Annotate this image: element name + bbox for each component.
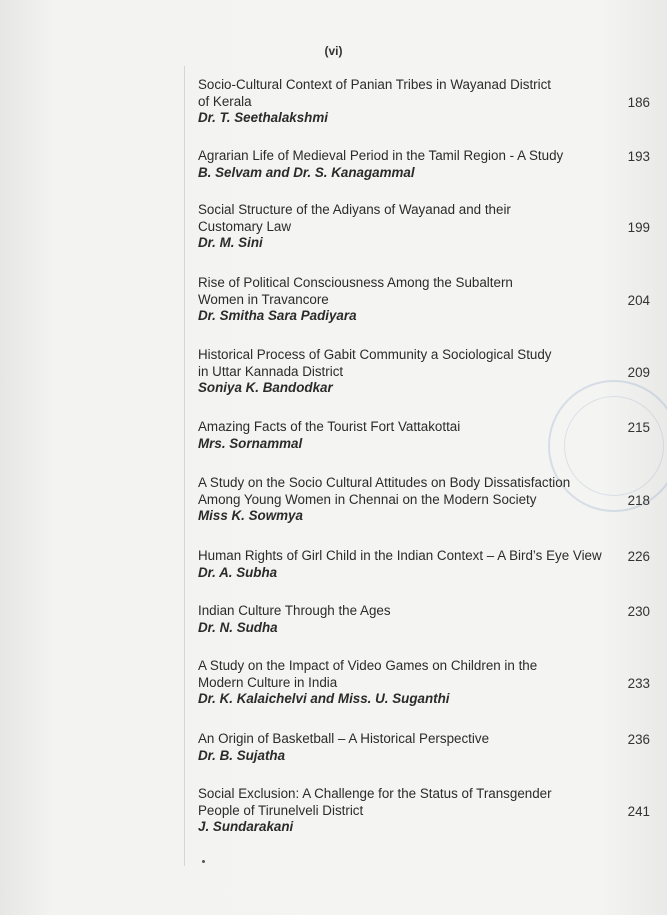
margin-rule (184, 66, 185, 866)
entry-title-line: An Origin of Basketball – A Historical Perspective (198, 731, 490, 746)
entry-title-line: Amazing Facts of the Tourist Fort Vattakottai (198, 419, 461, 434)
toc-entry (198, 658, 658, 708)
entry-author: Dr. M. Sini (198, 235, 263, 250)
entry-title-line: A Study on the Socio Cultural Attitudes on Body Dissatisfaction (198, 475, 571, 490)
toc-entry (198, 603, 658, 636)
entry-page-number: 209 (627, 365, 650, 380)
entry-page-number: 193 (627, 149, 650, 164)
entry-page-number: 218 (627, 493, 650, 508)
entry-title-line: Indian Culture Through the Ages (198, 603, 391, 618)
entry-title-line: Women in Travancore (198, 291, 329, 307)
entry-author: J. Sundarakani (198, 819, 294, 834)
entry-page-number: 236 (627, 732, 650, 747)
entry-page-number: 215 (627, 420, 650, 435)
entry-author: Dr. T. Seethalakshmi (198, 110, 328, 125)
toc-entry (198, 419, 658, 452)
entry-page-number: 199 (627, 220, 650, 235)
entry-title-line: A Study on the Impact of Video Games on Children in the (198, 658, 538, 673)
toc-entry (198, 475, 658, 525)
entry-title-line: Customary Law (198, 218, 292, 234)
entry-author: Dr. K. Kalaichelvi and Miss. U. Suganthi (198, 691, 450, 706)
entry-page-number: 186 (627, 95, 650, 110)
entry-page-number: 230 (627, 604, 650, 619)
page-header: (vi) (324, 44, 343, 58)
entry-author: Mrs. Sornammal (198, 435, 303, 451)
entry-title-line: Among Young Women in Chennai on the Modern Society (198, 491, 537, 507)
toc-entry (198, 731, 658, 764)
toc-entry (198, 77, 658, 127)
entry-page-number: 233 (627, 676, 650, 691)
toc-entry (198, 548, 658, 581)
entry-author: Soniya K. Bandodkar (198, 380, 333, 395)
entry-page-number: 226 (627, 549, 650, 564)
toc-entry (198, 786, 658, 836)
entry-title-line: Historical Process of Gabit Community a Sociological Study (198, 347, 552, 362)
entry-title-line: Rise of Political Consciousness Among the Subaltern (198, 275, 513, 290)
entry-title-line: People of Tirunelveli District (198, 802, 364, 818)
entry-title-line: Social Exclusion: A Challenge for the Status of Transgender (198, 786, 552, 801)
entry-title-line: in Uttar Kannada District (198, 363, 344, 379)
toc-entry (198, 275, 658, 325)
entry-author: Dr. B. Sujatha (198, 747, 286, 763)
ink-speck (202, 860, 205, 863)
toc-entry (198, 202, 658, 252)
entry-page-number: 204 (627, 293, 650, 308)
toc-entry (198, 148, 658, 181)
entry-title-line: Modern Culture in India (198, 674, 338, 690)
entry-title-line: Agrarian Life of Medieval Period in the Tamil Region - A Study (198, 148, 564, 163)
toc-entry (198, 347, 658, 397)
entry-title-line: Socio-Cultural Context of Panian Tribes in Wayanad District (198, 77, 552, 92)
entry-title-line: of Kerala (198, 93, 252, 109)
entry-author: Dr. Smitha Sara Padiyara (198, 308, 357, 323)
entry-title-line: Social Structure of the Adiyans of Wayanad and their (198, 202, 511, 217)
entry-page-number: 241 (627, 804, 650, 819)
entry-author: Dr. A. Subha (198, 564, 278, 580)
entry-title-line: Human Rights of Girl Child in the Indian Context – A Bird’s Eye View (198, 548, 602, 563)
entry-author: B. Selvam and Dr. S. Kanagammal (198, 164, 415, 180)
entry-author: Dr. N. Sudha (198, 619, 278, 635)
entry-author: Miss K. Sowmya (198, 508, 303, 523)
